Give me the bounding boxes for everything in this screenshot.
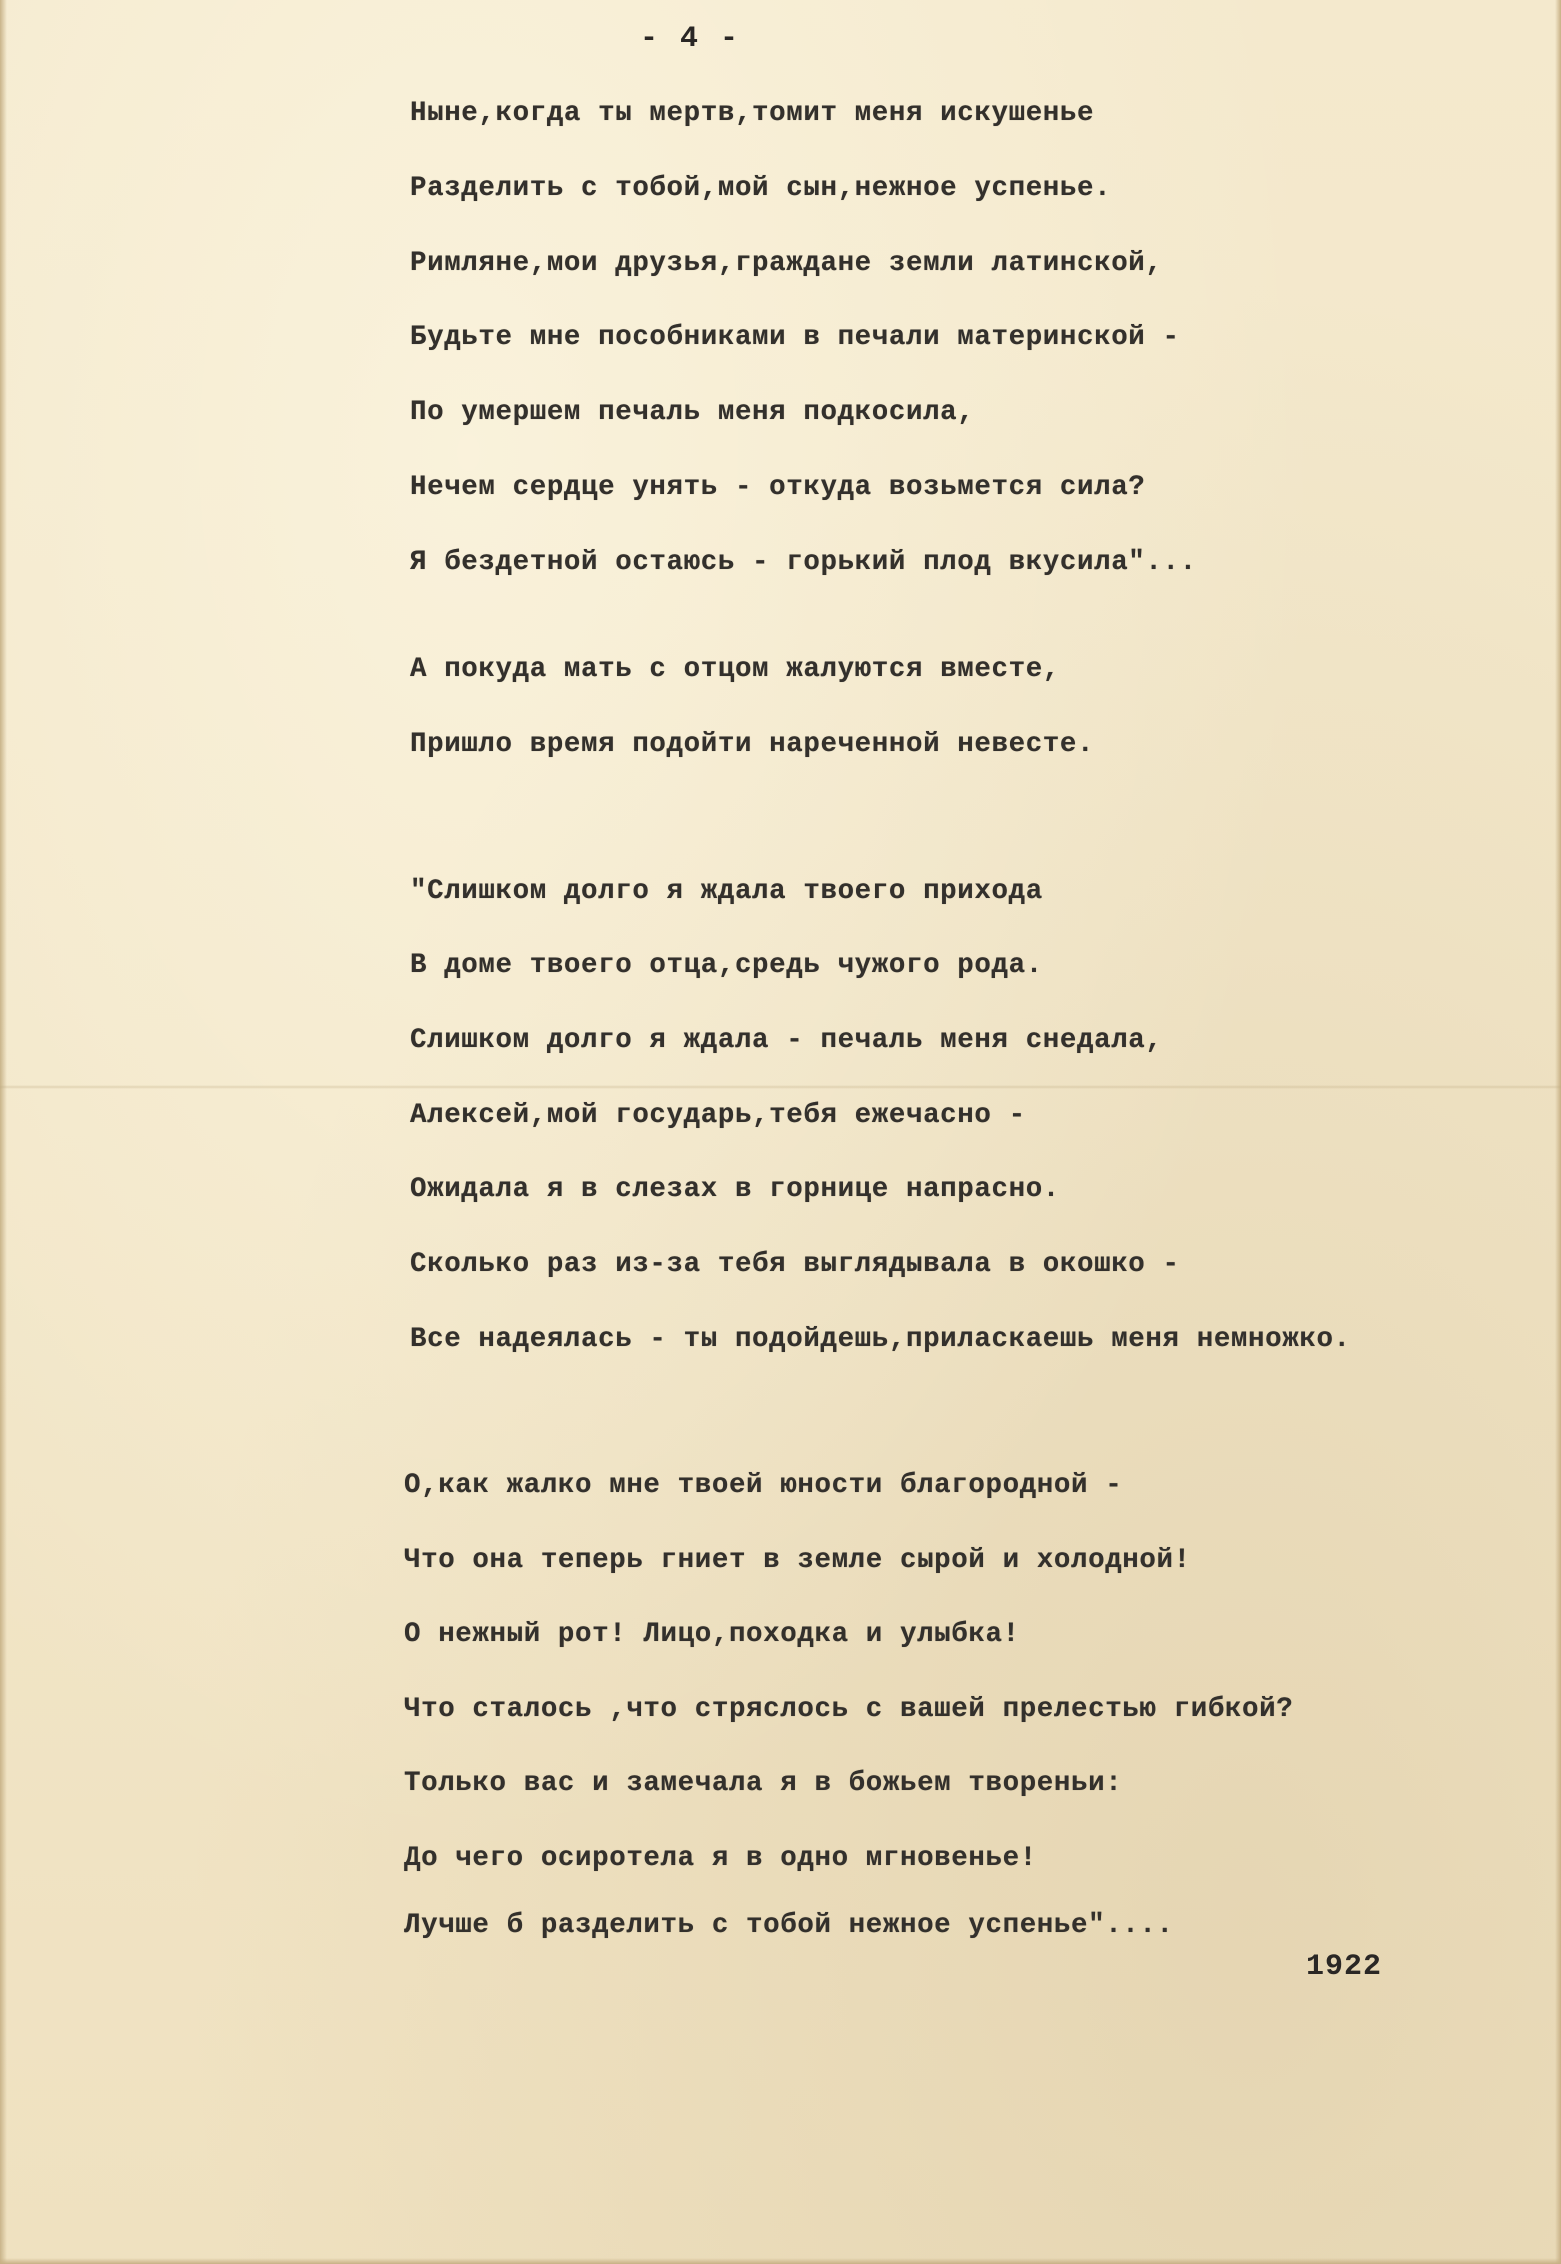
poem-line: В доме твоего отца,средь чужого рода. <box>410 950 1043 981</box>
poem-line: О нежный рот! Лицо,походка и улыбка! <box>404 1619 1020 1650</box>
poem-line: Алексей,мой государь,тебя ежечасно - <box>410 1100 1026 1131</box>
poem-line: Римляне,мои друзья,граждане земли латинской, <box>410 248 1163 279</box>
poem-line: О,как жалко мне твоей юности благородной - <box>404 1470 1123 1501</box>
poem-line: Сколько раз из-за тебя выглядывала в окошко - <box>410 1249 1180 1280</box>
paper-edge-left <box>0 0 7 2264</box>
poem-line: Лучше б разделить с тобой нежное успенье".... <box>404 1910 1174 1941</box>
paper-fold-crease <box>0 1085 1561 1089</box>
paper-edge-right <box>1555 0 1561 2264</box>
poem-line: По умершем печаль меня подкосила, <box>410 397 975 428</box>
poem-line: Что она теперь гниет в земле сырой и холодной! <box>404 1545 1191 1576</box>
poem-line: Разделить с тобой,мой сын,нежное успенье. <box>410 173 1112 204</box>
poem-line: Ожидала я в слезах в горнице напрасно. <box>410 1174 1060 1205</box>
poem-line: А покуда мать с отцом жалуются вместе, <box>410 654 1060 685</box>
poem-line: До чего осиротела я в одно мгновенье! <box>404 1843 1037 1874</box>
poem-line: Что сталось ,что стряслось с вашей прелестью гибкой? <box>404 1694 1294 1725</box>
paper-edge-bottom <box>0 2258 1561 2264</box>
poem-line: Пришло время подойти нареченной невесте. <box>410 729 1095 760</box>
poem-line: Ныне,когда ты мертв,томит меня искушенье <box>410 98 1095 129</box>
poem-line: Все надеялась - ты подойдешь,приласкаешь меня немножко. <box>410 1324 1351 1355</box>
poem-line: "Слишком долго я ждала твоего прихода <box>410 876 1043 907</box>
page-number: - 4 - <box>640 22 741 56</box>
poem-line: Нечем сердце унять - откуда возьмется сила? <box>410 472 1146 503</box>
poem-line: Только вас и замечала я в божьем твореньи: <box>404 1768 1123 1799</box>
poem-line: Будьте мне пособниками в печали материнской - <box>410 322 1180 353</box>
poem-line: Слишком долго я ждала - печаль меня снедала, <box>410 1025 1163 1056</box>
poem-line: Я бездетной остаюсь - горький плод вкусила"... <box>410 547 1197 578</box>
year-date: 1922 <box>1306 1950 1383 1984</box>
